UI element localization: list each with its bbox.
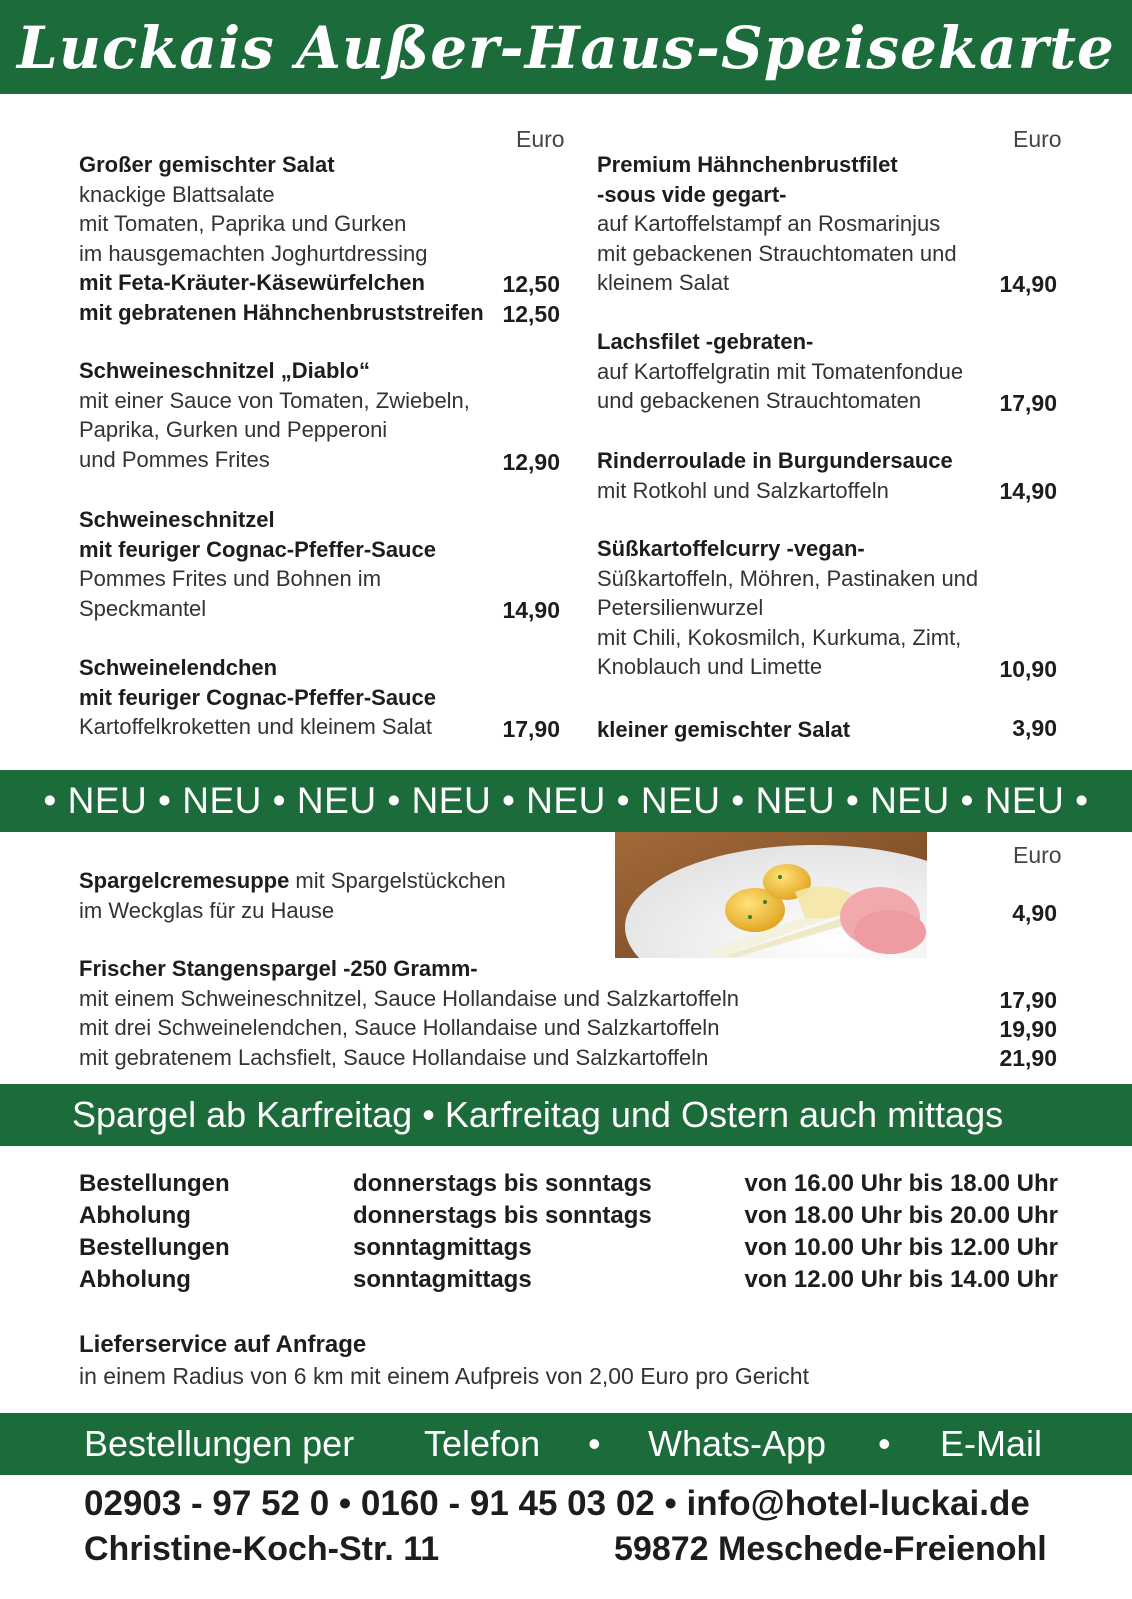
price: 4,90 <box>1012 900 1057 926</box>
asparagus-option: mit einem Schweineschnitzel, Sauce Hollandaise und Salzkartoffeln <box>79 985 739 1011</box>
hours-days-text: sonntagmittags <box>353 1234 532 1261</box>
dish-name-sub: -sous vide gegart- <box>597 181 787 207</box>
currency-label-new: Euro <box>1013 842 1062 868</box>
price: 12,50 <box>502 301 560 327</box>
asparagus-option: mit drei Schweinelendchen, Sauce Hollandaise und Salzkartoffeln <box>79 1015 720 1041</box>
hours-labels <box>79 1168 230 1296</box>
hours-time: von 18.00 Uhr bis 20.00 Uhr <box>744 1202 1058 1229</box>
order-methods-banner <box>0 1413 1132 1475</box>
menu-item <box>79 653 436 742</box>
dish-option: mit gebratenen Hähnchenbruststreifen <box>79 299 484 325</box>
price: 17,90 <box>999 390 1057 416</box>
dish-name: Großer gemischter Salat <box>79 152 335 177</box>
hours-days-text: sonntagmittags <box>353 1266 532 1293</box>
menu-item <box>597 534 978 682</box>
menu-item <box>597 327 963 416</box>
dish-desc: kleinem Salat <box>597 270 730 296</box>
dish-name: Schweineschnitzel <box>79 507 275 532</box>
price: 19,90 <box>999 1016 1057 1042</box>
dish-desc: mit Rotkohl und Salzkartoffeln <box>597 477 889 503</box>
dish-option: mit Feta-Kräuter-Käsewürfelchen <box>79 270 425 296</box>
soup-name: Spargelcremesuppe <box>79 868 290 893</box>
soup-desc: im Weckglas für zu Hause <box>79 897 335 923</box>
order-phone: Telefon <box>424 1423 541 1464</box>
menu-item <box>79 356 470 474</box>
hours-time: von 12.00 Uhr bis 14.00 Uhr <box>744 1266 1058 1293</box>
dish-desc: Süßkartoffeln, Möhren, Pastinaken und <box>597 565 979 591</box>
price: 3,90 <box>1012 715 1057 741</box>
order-whatsapp: Whats-App <box>648 1423 827 1464</box>
price: 14,90 <box>502 597 560 623</box>
menu-item <box>79 505 436 623</box>
menu-item <box>597 446 953 505</box>
asparagus-dish-photo <box>615 832 927 958</box>
hours-times <box>706 1168 1058 1296</box>
dish-desc: mit Chili, Kokosmilch, Kurkuma, Zimt, <box>597 624 962 650</box>
dish-desc: im hausgemachten Joghurtdressing <box>79 240 428 266</box>
asparagus-option: mit gebratenem Lachsfielt, Sauce Hollandaise und Salzkartoffeln <box>79 1044 709 1070</box>
header-banner <box>0 0 1132 94</box>
dish-name: Lachsfilet -gebraten- <box>597 329 814 354</box>
menu-item <box>597 715 850 745</box>
dish-desc: knackige Blattsalate <box>79 181 275 207</box>
dish-desc: Pommes Frites und Bohnen im <box>79 566 382 592</box>
dish-desc: auf Kartoffelgratin mit Tomatenfondue <box>597 358 964 384</box>
order-label: Bestellungen per <box>84 1423 355 1464</box>
price: 14,90 <box>999 271 1057 297</box>
order-email: E-Mail <box>940 1423 1043 1464</box>
hours-label: Abholung <box>79 1266 191 1293</box>
separator-dot: • <box>588 1423 601 1464</box>
contact-city: 59872 Meschede-Freienohl <box>614 1530 1047 1568</box>
price: 14,90 <box>999 478 1057 504</box>
dish-desc: auf Kartoffelstampf an Rosmarinjus <box>597 211 941 237</box>
soup-name-rest: mit Spargelstückchen <box>289 868 506 893</box>
new-asparagus-item <box>79 954 739 1072</box>
dish-desc: Kartoffelkroketten und kleinem Salat <box>79 714 433 740</box>
dish-name-sub: mit feuriger Cognac-Pfeffer-Sauce <box>79 536 436 562</box>
dish-desc: und Pommes Frites <box>79 446 270 472</box>
price: 12,90 <box>502 449 560 475</box>
new-soup-item <box>79 866 506 925</box>
price: 21,90 <box>999 1045 1057 1071</box>
contact-line: 02903 - 97 52 0 • 0160 - 91 45 03 02 • info@hotel-luckai.de <box>84 1484 1030 1523</box>
dish-desc: Knoblauch und Limette <box>597 654 823 680</box>
dish-desc: mit einer Sauce von Tomaten, Zwiebeln, <box>79 387 470 413</box>
menu-item <box>79 150 484 328</box>
hours-label: Abholung <box>79 1202 191 1229</box>
asparagus-name: Frischer Stangenspargel -250 Gramm- <box>79 956 478 981</box>
dish-name: Rinderroulade in Burgundersauce <box>597 448 953 473</box>
page-title: Luckais Außer-Haus-Speisekarte <box>17 14 1115 82</box>
hours-time: von 10.00 Uhr bis 12.00 Uhr <box>744 1234 1058 1261</box>
hours-label: Bestellungen <box>79 1170 230 1197</box>
hours-time: von 16.00 Uhr bis 18.00 Uhr <box>744 1170 1058 1197</box>
asparagus-season-banner <box>0 1084 1132 1146</box>
dish-name: Schweineschnitzel „Diablo“ <box>79 358 370 383</box>
dish-desc: und gebackenen Strauchtomaten <box>597 388 922 414</box>
dish-name-sub: mit feuriger Cognac-Pfeffer-Sauce <box>79 684 436 710</box>
dish-name: Süßkartoffelcurry -vegan- <box>597 536 865 561</box>
asparagus-season-text: Spargel ab Karfreitag • Karfreitag und Ostern auch mittags <box>72 1094 1004 1135</box>
hours-days <box>353 1168 652 1296</box>
delivery-title: Lieferservice auf Anfrage <box>79 1331 367 1358</box>
dish-name: Premium Hähnchenbrustfilet <box>597 152 898 177</box>
dish-desc: mit Tomaten, Paprika und Gurken <box>79 211 407 237</box>
dish-name: kleiner gemischter Salat <box>597 717 851 742</box>
currency-label-left: Euro <box>516 126 565 152</box>
dish-name: Schweinelendchen <box>79 655 278 680</box>
hours-days-text: donnerstags bis sonntags <box>353 1170 652 1197</box>
separator-dot: • <box>878 1423 891 1464</box>
hours-days-text: donnerstags bis sonntags <box>353 1202 652 1229</box>
currency-label-right: Euro <box>1013 126 1062 152</box>
dish-desc: Speckmantel <box>79 595 207 621</box>
new-banner-text: • NEU • NEU • NEU • NEU • NEU • NEU • NEU • NEU • NEU • <box>43 780 1089 821</box>
price: 17,90 <box>999 987 1057 1013</box>
dish-desc: Petersilienwurzel <box>597 595 764 621</box>
price: 17,90 <box>502 716 560 742</box>
dish-desc: mit gebackenen Strauchtomaten und <box>597 240 957 266</box>
new-items-banner <box>0 770 1132 832</box>
dish-desc: Paprika, Gurken und Pepperoni <box>79 417 388 443</box>
delivery-text: in einem Radius von 6 km mit einem Aufpreis von 2,00 Euro pro Gericht <box>79 1363 809 1389</box>
hours-label: Bestellungen <box>79 1234 230 1261</box>
contact-street: Christine-Koch-Str. 11 <box>84 1530 440 1568</box>
menu-item <box>597 150 957 298</box>
price: 12,50 <box>502 271 560 297</box>
price: 10,90 <box>999 656 1057 682</box>
